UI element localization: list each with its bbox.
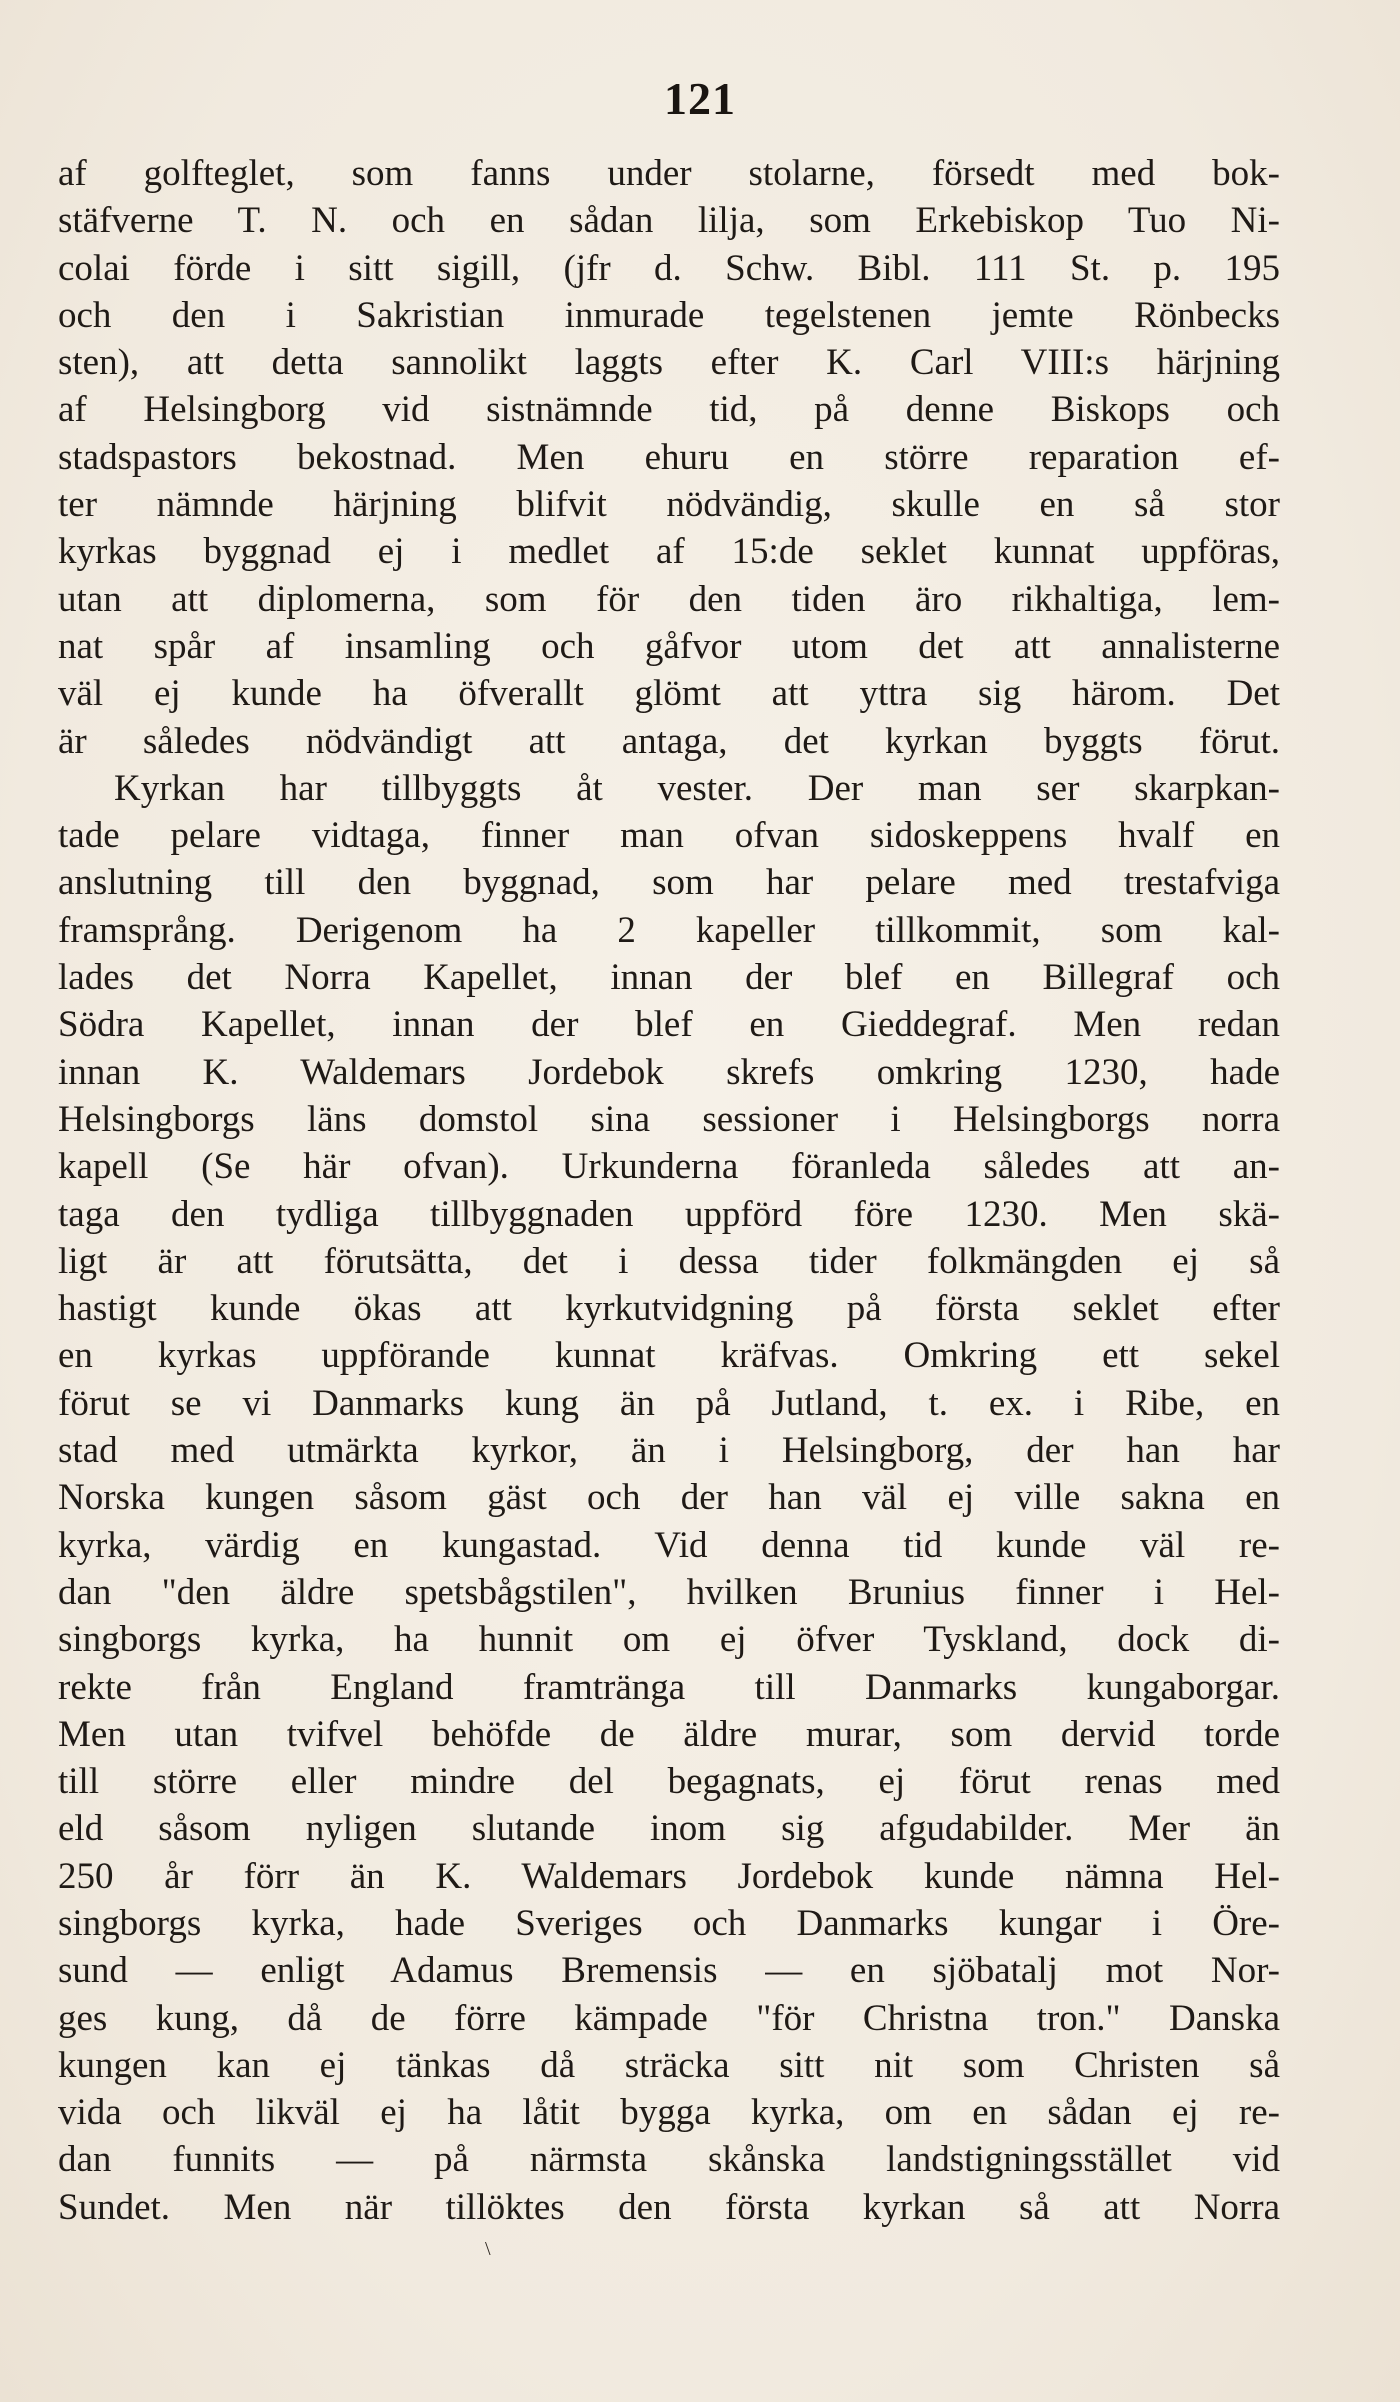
text-line: lades det Norra Kapellet, innan der blef en Billegraf och — [58, 957, 1280, 999]
text-line: tade pelare vidtaga, finner man ofvan sidoskeppens hvalf en — [58, 815, 1280, 857]
text-line: Helsingborgs läns domstol sina sessioner i Helsingborgs norra — [58, 1098, 1280, 1140]
text-line: sten), att detta sannolikt laggts efter K. Carl VIII:s härjning — [58, 342, 1280, 384]
text-line: eld såsom nyligen slutande inom sig afgudabilder. Mer än — [58, 1808, 1280, 1850]
text-line: förut se vi Danmarks kung än på Jutland, t. ex. i Ribe, en — [58, 1382, 1280, 1424]
text-line: är således nödvändigt att antaga, det kyrkan byggts förut. — [58, 720, 1280, 762]
page-number: 121 — [664, 73, 736, 124]
text-line: stadspastors bekostnad. Men ehuru en större reparation ef- — [58, 436, 1280, 478]
text-line: innan K. Waldemars Jordebok skrefs omkring 1230, hade — [58, 1051, 1280, 1093]
text-line: Norska kungen såsom gäst och der han väl ej ville sakna en — [58, 1477, 1280, 1519]
text-line: kyrkas byggnad ej i medlet af 15:de seklet kunnat uppföras, — [58, 531, 1280, 573]
text-line: till större eller mindre del begagnats, ej förut renas med — [58, 1761, 1280, 1803]
text-line: en kyrkas uppförande kunnat kräfvas. Omkring ett sekel — [58, 1335, 1280, 1377]
text-line: singborgs kyrka, hade Sveriges och Danmarks kungar i Öre- — [58, 1902, 1280, 1944]
text-line: ligt är att förutsätta, det i dessa tider folkmängden ej så — [58, 1240, 1280, 1282]
text-line: ter nämnde härjning blifvit nödvändig, skulle en så stor — [58, 484, 1280, 526]
text-line: Men utan tvifvel behöfde de äldre murar, som dervid torde — [58, 1713, 1280, 1755]
text-line: 250 år förr än K. Waldemars Jordebok kunde nämna Hel- — [58, 1855, 1280, 1897]
text-line: sund — enligt Adamus Bremensis — en sjöbatalj mot Nor- — [58, 1950, 1280, 1992]
text-line: rekte från England framtränga till Danmarks kungaborgar. — [58, 1666, 1280, 1708]
text-line: ges kung, då de förre kämpade "för Christna tron." Danska — [58, 1997, 1280, 2039]
text-line: taga den tydliga tillbyggnaden uppförd före 1230. Men skä- — [58, 1193, 1280, 1235]
text-line: colai förde i sitt sigill, (jfr d. Schw. Bibl. 111 St. p. 195 — [58, 247, 1280, 289]
text-line: singborgs kyrka, ha hunnit om ej öfver Tyskland, dock di- — [58, 1619, 1280, 1661]
text-line: Södra Kapellet, innan der blef en Gieddegraf. Men redan — [58, 1004, 1280, 1046]
stray-mark: \ — [485, 2238, 491, 2260]
text-line: Sundet. Men när tillöktes den första kyrkan så att Norra — [58, 2186, 1280, 2228]
text-line: dan funnits — på närmsta skånska landstigningsstället vid — [58, 2139, 1280, 2181]
text-line: stad med utmärkta kyrkor, än i Helsingborg, der han har — [58, 1430, 1280, 1472]
text-line: stäfverne T. N. och en sådan lilja, som Erkebiskop Tuo Ni- — [58, 200, 1280, 242]
text-line: vida och likväl ej ha låtit bygga kyrka, om en sådan ej re- — [58, 2092, 1280, 2134]
text-line: kapell (Se här ofvan). Urkunderna föranleda således att an- — [58, 1146, 1280, 1188]
text-line: af Helsingborg vid sistnämnde tid, på denne Biskops och — [58, 389, 1280, 431]
text-line: och den i Sakristian inmurade tegelstenen jemte Rönbecks — [58, 294, 1280, 336]
text-line: framsprång. Derigenom ha 2 kapeller tillkommit, som kal- — [58, 909, 1280, 951]
text-line: anslutning till den byggnad, som har pelare med trestafviga — [58, 862, 1280, 904]
text-line: utan att diplomerna, som för den tiden äro rikhaltiga, lem- — [58, 578, 1280, 620]
text-line: dan "den äldre spetsbågstilen", hvilken Brunius finner i Hel- — [58, 1571, 1280, 1613]
text-line: väl ej kunde ha öfverallt glömt att yttra sig härom. Det — [58, 673, 1280, 715]
text-line: af golfteglet, som fanns under stolarne, försedt med bok- — [58, 153, 1280, 194]
text-line: kyrka, värdig en kungastad. Vid denna tid kunde väl re- — [58, 1524, 1280, 1566]
text-line: hastigt kunde ökas att kyrkutvidgning på första seklet efter — [58, 1288, 1280, 1330]
text-line: nat spår af insamling och gåfvor utom det att annalisterne — [58, 625, 1280, 667]
body-text — [58, 150, 1280, 2231]
text-line: kungen kan ej tänkas då sträcka sitt nit som Christen så — [58, 2044, 1280, 2086]
paragraph-start-line: Kyrkan har tillbyggts åt vester. Der man ser skarpkan- — [114, 767, 1280, 809]
